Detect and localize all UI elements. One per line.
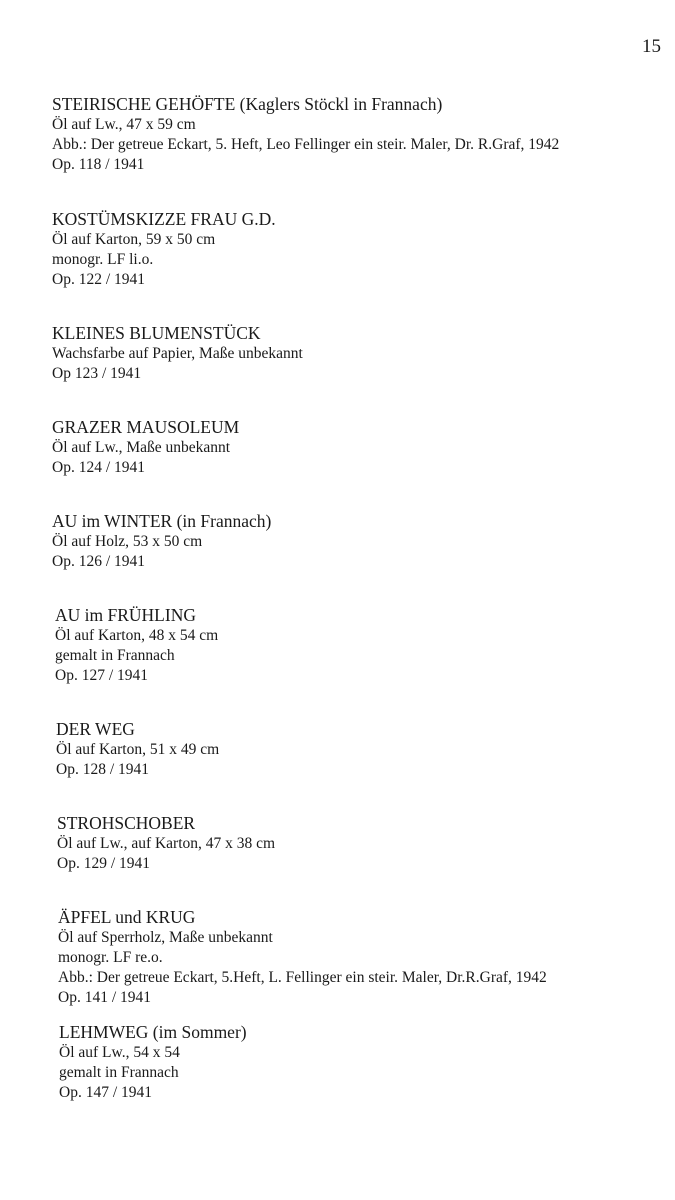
entry-illustration-reference: Abb.: Der getreue Eckart, 5. Heft, Leo Fellinger ein steir. Maler, Dr. R.Graf, 1942 [52, 136, 560, 153]
entry-medium: Öl auf Karton, 51 x 49 cm [56, 741, 220, 758]
entry-medium: Öl auf Lw., 47 x 59 cm [52, 116, 196, 133]
entry-opus: Op. 129 / 1941 [57, 855, 150, 872]
catalog-entry [57, 812, 655, 874]
entry-title: DER WEG [56, 719, 135, 739]
catalog-entry [56, 718, 655, 780]
entry-opus: Op. 147 / 1941 [59, 1084, 152, 1101]
catalog-entry [52, 510, 655, 572]
entry-title: STEIRISCHE GEHÖFTE (Kaglers Stöckl in Frannach) [52, 94, 443, 114]
entry-note: gemalt in Frannach [59, 1064, 179, 1081]
page-number: 15 [642, 36, 661, 57]
catalog-entry [55, 604, 655, 686]
entry-opus: Op. 126 / 1941 [52, 553, 145, 570]
catalog-entry [52, 416, 655, 478]
entry-opus: Op. 124 / 1941 [52, 459, 145, 476]
entry-medium: Öl auf Lw., Maße unbekannt [52, 439, 231, 456]
entry-opus: Op 123 / 1941 [52, 365, 142, 382]
catalog-entry [59, 1021, 655, 1103]
entry-title: STROHSCHOBER [57, 813, 196, 833]
entry-monogram: monogr. LF li.o. [52, 251, 154, 268]
entry-opus: Op. 122 / 1941 [52, 271, 145, 288]
entry-medium: Öl auf Lw., auf Karton, 47 x 38 cm [57, 835, 276, 852]
entry-title: AU im FRÜHLING [55, 605, 196, 625]
entry-medium: Wachsfarbe auf Papier, Maße unbekannt [52, 345, 303, 362]
entry-monogram: monogr. LF re.o. [58, 949, 163, 966]
entry-title: LEHMWEG (im Sommer) [59, 1022, 247, 1042]
entry-title: GRAZER MAUSOLEUM [52, 417, 240, 437]
entry-title: KOSTÜMSKIZZE FRAU G.D. [52, 209, 276, 229]
entry-medium: Öl auf Karton, 59 x 50 cm [52, 231, 216, 248]
entry-title: AU im WINTER (in Frannach) [52, 511, 272, 531]
entry-medium: Öl auf Sperrholz, Maße unbekannt [58, 929, 273, 946]
entry-illustration-reference: Abb.: Der getreue Eckart, 5.Heft, L. Fellinger ein steir. Maler, Dr.R.Graf, 1942 [58, 969, 547, 986]
catalog-entry [52, 93, 655, 175]
catalog-entry [58, 906, 655, 1008]
entry-title: KLEINES BLUMENSTÜCK [52, 323, 261, 343]
entry-medium: Öl auf Karton, 48 x 54 cm [55, 627, 219, 644]
entry-opus: Op. 128 / 1941 [56, 761, 149, 778]
entry-opus: Op. 141 / 1941 [58, 989, 151, 1006]
entry-opus: Op. 118 / 1941 [52, 156, 145, 173]
entry-medium: Öl auf Lw., 54 x 54 [59, 1044, 180, 1061]
entry-opus: Op. 127 / 1941 [55, 667, 148, 684]
entry-title: ÄPFEL und KRUG [58, 907, 196, 927]
entry-medium: Öl auf Holz, 53 x 50 cm [52, 533, 203, 550]
catalog-entry [52, 208, 655, 290]
entry-note: gemalt in Frannach [55, 647, 175, 664]
catalog-entry [52, 322, 655, 384]
